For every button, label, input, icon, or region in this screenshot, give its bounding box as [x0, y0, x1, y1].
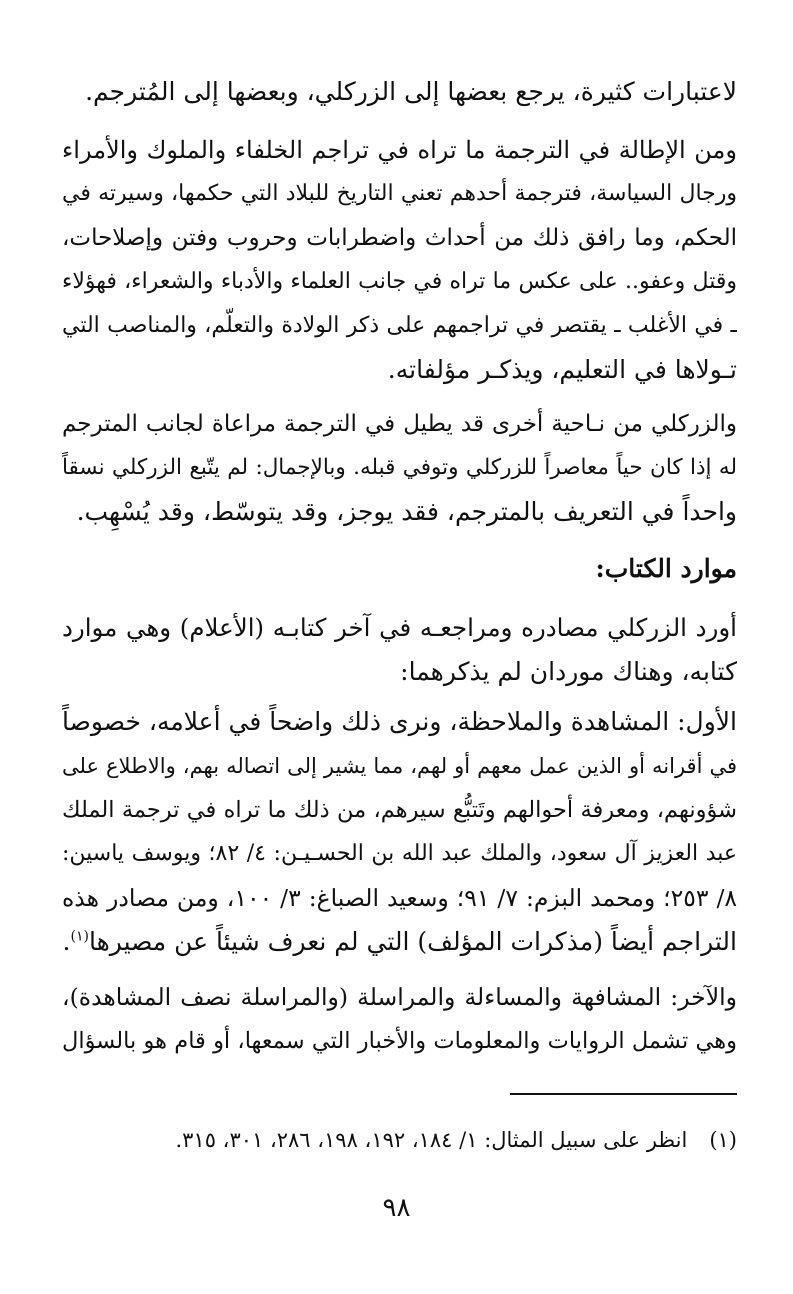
footnote-marker: (١) — [709, 1128, 737, 1152]
text-line: وهي تشمل الروايات والمعلومات والأخبار التي سمعها، أو قام هو بالسؤال — [62, 1028, 737, 1054]
text-line — [62, 920, 737, 964]
text-line: عبد العزيز آل سعود، والملك عبد الله بن الحسـيـن: ٤/ ٨٢؛ ويوسف ياسين: — [62, 841, 737, 866]
paragraph-3 — [62, 402, 737, 534]
footnote-text: انظر على سبيل المثال: ١/ ١٨٤، ١٩٢، ١٩٨، ٢٨٦، ٣٠١، ٣١٥. — [175, 1128, 688, 1152]
paragraph-1 — [62, 70, 737, 114]
text-line: الأول: المشاهدة والملاحظة، ونرى ذلك واضحاً في أعلامه، خصوصاً — [62, 707, 737, 736]
text-line: الحكم، وما رافق ذلك من أحداث واضطرابات وحروب وفتن وإصلاحات، — [62, 225, 737, 251]
paragraph-2 — [62, 128, 737, 392]
footnote — [62, 1122, 737, 1158]
page-number: ٩٨ — [382, 1193, 411, 1223]
text-line: والآخر: المشافهة والمساءلة والمراسلة (والمراسلة نصف المشاهدة)، — [62, 983, 737, 1011]
text-line: ـ في الأغلب ـ يقتصر في تراجمهم على ذكر الولادة والتعلّم، والمناصب التي — [62, 313, 737, 338]
text-line: لاعتبارات كثيرة، يرجع بعضها إلى الزركلي، وبعضها إلى المُترجم. — [85, 77, 737, 106]
text-line: ورجال السياسة، فترجمة أحدهم تعني التاريخ للبلاد التي حكمها، وسيرته في — [62, 181, 737, 206]
text-line: والزركلي من نـاحية أخرى قد يطيل في الترجمة مراعاة لجانب المترجم — [62, 411, 737, 437]
text-line-content: التراجم أيضاً (مذكرات المؤلف) التي لم نعرف شيئاً عن مصيرها — [88, 927, 737, 956]
footnote-reference[interactable]: (١) — [70, 928, 89, 945]
paragraph-5 — [62, 700, 737, 964]
section-heading: موارد الكتاب: — [595, 554, 737, 583]
text-line: في أقرانه أو الذين عمل معهم أو لهم، مما يشير إلى اتصاله بهم، والاطلاع على — [62, 754, 737, 778]
text-line: تـولاها في التعليم، ويذكـر مؤلفاته. — [387, 355, 737, 384]
text-line: أورد الزركلي مصادره ومراجعـه في آخر كتابـه (الأعلام) وهي موارد — [62, 613, 737, 642]
text-line: له إذا كان حياً معاصراً للزركلي وتوفي قبله. وبالإجمال: لم يتّبع الزركلي نسقاً — [62, 455, 737, 480]
period: . — [62, 927, 71, 956]
text-line: ومن الإطالة في الترجمة ما تراه في تراجم الخلفاء والملوك والأمراء — [62, 136, 737, 164]
paragraph-4 — [62, 606, 737, 694]
paragraph-6 — [62, 975, 737, 1063]
text-line: شؤونهم، ومعرفة أحوالهم وتَتبُّع سيرهم، من ذلك ما تراه في ترجمة الملك — [62, 797, 737, 823]
text-line: واحداً في التعريف بالمترجم، فقد يوجز، وقد يتوسّط، وقد يُسْهِب. — [76, 497, 737, 526]
text-line: ٨/ ٢٥٣؛ ومحمد البزم: ٧/ ٩١؛ وسعيد الصباغ: ٣/ ١٠٠، ومن مصادر هذه — [62, 884, 737, 912]
text-line: وقتل وعفو.. على عكس ما تراه في جانب العلماء والأدباء والشعراء، فهؤلاء — [62, 269, 737, 294]
text-line: كتابه، وهناك موردان لم يذكرهما: — [400, 657, 737, 686]
footnote-separator — [510, 1093, 737, 1095]
